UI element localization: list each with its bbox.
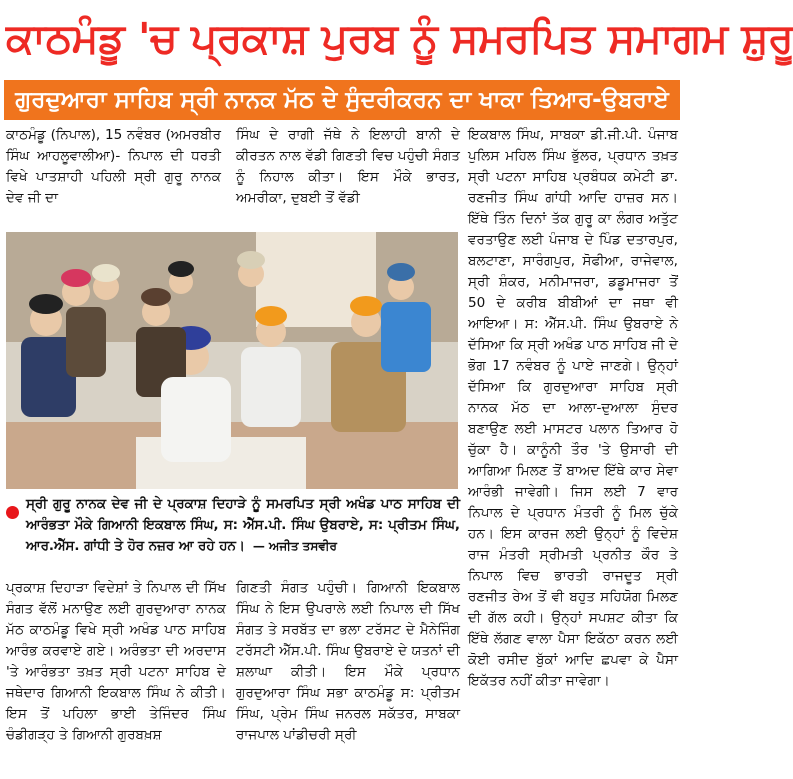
photo-credit: — ਅਜੀਤ ਤਸਵੀਰ (252, 539, 337, 553)
body-text: ਇਕਬਾਲ ਸਿੰਘ, ਸਾਬਕਾ ਡੀ.ਜੀ.ਪੀ. ਪੰਜਾਬ ਪੁਲਿਸ ਮਹਿਲ ਸਿੰਘ ਭੁੱਲਰ, ਪ੍ਰਧਾਨ ਤਖ਼ਤ ਸ੍ਰੀ ਪਟਨਾ ਸਾਹਿਬ ਪ੍ਰਬੰਧਕ ਕਮੇਟੀ ਡਾ. ਰਣਜੀਤ ਸਿੰਘ ਗਾਂਧੀ ਆਦਿ ਹਾਜ਼ਰ ਸਨ। ਇੱਥੇ ਤਿੰਨ ਦਿਨਾਂ ਤੱਕ ਗੁਰੂ ਕਾ ਲੰਗਰ ਅਤੁੱਟ ਵਰਤਾਉਣ ਲਈ ਪੰਜਾਬ ਦੇ ਪਿੰਡ ਦਤਾਰਪੁਰ, ਬਲਟਾਣਾ, ਸਾਰੰਗਪੁਰ, ਸੋਫੀਆ, ਰਾਜੇਵਾਲ, ਸ੍ਰੀ ਸ਼ੰਕਰ, ਮਨੀਮਾਜਰਾ, ਡਡੂਮਾਜਰਾ ਤੋਂ 50 ਦੇ ਕਰੀਬ ਬੀਬੀਆਂ ਦਾ ਜਥਾ ਵੀ ਆਇਆ। ਸ: ਐੱਸ.ਪੀ. ਸਿੰਘ ਉਬਰਾਏ ਨੇ ਦੱਸਿਆ ਕਿ ਸ੍ਰੀ ਅਖੰਡ ਪਾਠ ਸਾਹਿਬ ਜੀ ਦੇ ਭੋਗ 17 ਨਵੰਬਰ ਨੂੰ ਪਾਏ ਜਾਣਗੇ। ਉਨ੍ਹਾਂ ਦੱਸਿਆ ਕਿ ਗੁਰਦੁਆਰਾ ਸਾਹਿਬ ਸ੍ਰੀ ਨਾਨਕ ਮੱਠ ਦਾ ਆਲਾ-ਦੁਆਲਾ ਸੁੰਦਰ ਬਣਾਉਣ ਲਈ ਮਾਸਟਰ ਪਲਾਨ ਤਿਆਰ ਹੋ ਚੁੱਕਾ ਹੈ। ਕਾਨੂੰਨੀ ਤੌਰ 'ਤੇ ਉਸਾਰੀ ਦੀ ਆਗਿਆ ਮਿਲਣ ਤੋਂ ਬਾਅਦ ਇੱਥੇ ਕਾਰ ਸੇਵਾ ਆਰੰਭੀ ਜਾਵੇਗੀ। ਜਿਸ ਲਈ 7 ਵਾਰ ਨਿਪਾਲ ਦੇ ਪ੍ਰਧਾਨ ਮੰਤਰੀ ਨੂੰ ਮਿਲ ਚੁੱਕੇ ਹਨ। ਇਸ ਕਾਰਜ ਲਈ ਉਨ੍ਹਾਂ ਨੂੰ ਵਿਦੇਸ਼ ਰਾਜ ਮੰਤਰੀ ਸ੍ਰੀਮਤੀ ਪ੍ਰਨੀਤ ਕੌਰ ਤੇ ਨਿਪਾਲ ਵਿਚ ਭਾਰਤੀ ਰਾਜਦੂਤ ਸ੍ਰੀ ਰਣਜੀਤ ਰੇਅ ਤੋਂ ਵੀ ਬਹੁਤ ਸਹਿਯੋਗ ਮਿਲਣ ਦੀ ਗੱਲ ਕਹੀ। ਉਨ੍ਹਾਂ ਸਪਸ਼ਟ ਕੀਤਾ ਕਿ ਇੱਥੇ ਲੱਗਣ ਵਾਲਾ ਪੈਸਾ ਇਕੱਠਾ ਕਰਨ ਲਈ ਕੋਈ ਰਸੀਦ ਬੁੱਕਾਂ ਆਦਿ ਛਪਵਾ ਕੇ ਪੈਸਾ ਇਕੱਤਰ ਨਹੀਂ ਕੀਤਾ ਜਾਵੇਗਾ। (468, 127, 678, 689)
headline: ਕਾਠਮੰਡੂ 'ਚ ਪ੍ਰਕਾਸ਼ ਪੁਰਬ ਨੂੰ ਸਮਰਪਿਤ ਸਮਾਗਮ ਸ਼ੁਰੂ (6, 14, 793, 62)
caption-text (26, 494, 460, 557)
body-text: ਕਾਠਮੰਡੂ (ਨਿਪਾਲ), 15 ਨਵੰਬਰ (ਅਮਰਬੀਰ ਸਿੰਘ ਆਹਲੂਵਾਲੀਆ)- ਨਿਪਾਲ ਦੀ ਧਰਤੀ ਵਿਖੇ ਪਾਤਸ਼ਾਹੀ ਪਹਿਲੀ ਸ੍ਰੀ ਗੁਰੂ ਨਾਨਕ ਦੇਵ ਜੀ ਦਾ (6, 127, 221, 206)
credit-text: ਅਜੀਤ ਤਸਵੀਰ (269, 539, 337, 553)
photo-caption (6, 494, 460, 574)
column-3 (468, 125, 678, 775)
column-2-bottom (236, 578, 460, 778)
caption-bullet-icon (6, 506, 19, 519)
column-2-top (236, 125, 460, 230)
body-text: ਪ੍ਰਕਾਸ਼ ਦਿਹਾੜਾ ਵਿਦੇਸ਼ਾਂ ਤੇ ਨਿਪਾਲ ਦੀ ਸਿੱਖ ਸੰਗਤ ਵੱਲੋਂ ਮਨਾਉਣ ਲਈ ਗੁਰਦੁਆਰਾ ਨਾਨਕ ਮੱਠ ਕਾਠਮੰਡੂ ਵਿਖੇ ਸ੍ਰੀ ਅਖੰਡ ਪਾਠ ਸਾਹਿਬ ਆਰੰਭ ਕਰਵਾਏ ਗਏ। ਅਰੰਭਤਾ ਦੀ ਅਰਦਾਸ 'ਤੇ ਆਰੰਭਤਾ ਤਖ਼ਤ ਸ੍ਰੀ ਪਟਨਾ ਸਾਹਿਬ ਦੇ ਜਥੇਦਾਰ ਗਿਆਨੀ ਇਕਬਾਲ ਸਿੰਘ ਨੇ ਕੀਤੀ। ਇਸ ਤੋਂ ਪਹਿਲਾ ਭਾਈ ਤੇਜਿੰਦਰ ਸਿੰਘ ਚੰਡੀਗੜ੍ਹ ਤੇ ਗਿਆਨੀ ਗੁਰਬਖ਼ਸ਼ (6, 580, 226, 743)
body-text: ਸਿੰਘ ਦੇ ਰਾਗੀ ਜੱਥੇ ਨੇ ਇਲਾਹੀ ਬਾਨੀ ਦੇ ਕੀਰਤਨ ਨਾਲ ਵੱਡੀ ਗਿਣਤੀ ਵਿਚ ਪਹੁੰਚੀ ਸੰਗਤ ਨੂੰ ਨਿਹਾਲ ਕੀਤਾ। ਇਸ ਮੌਕੇ ਭਾਰਤ, ਅਮਰੀਕਾ, ਦੁਬਈ ਤੋਂ ਵੱਡੀ (236, 127, 460, 206)
photo-illustration (6, 232, 458, 489)
body-text: ਗਿਣਤੀ ਸੰਗਤ ਪਹੁੰਚੀ। ਗਿਆਨੀ ਇਕਬਾਲ ਸਿੰਘ ਨੇ ਇਸ ਉਪਰਾਲੇ ਲਈ ਨਿਪਾਲ ਦੀ ਸਿੱਖ ਸੰਗਤ ਤੇ ਸਰਬੱਤ ਦਾ ਭਲਾ ਟਰੱਸਟ ਦੇ ਮੈਨੇਜਿੰਗ ਟਰੱਸਟੀ ਐੱਸ.ਪੀ. ਸਿੰਘ ਉਬਰਾਏ ਦੇ ਯਤਨਾਂ ਦੀ ਸ਼ਲਾਘਾ ਕੀਤੀ। ਇਸ ਮੌਕੇ ਪ੍ਰਧਾਨ ਗੁਰਦੁਆਰਾ ਸਿੰਘ ਸਭਾ ਕਾਠਮੰਡੂ ਸ: ਪ੍ਰੀਤਮ ਸਿੰਘ, ਪ੍ਰੇਮ ਸਿੰਘ ਜਨਰਲ ਸਕੱਤਰ, ਸਾਬਕਾ ਰਾਜਪਾਲ ਪਾਂਡੀਚਰੀ ਸ੍ਰੀ (236, 580, 460, 743)
caption-body: ਸ੍ਰੀ ਗੁਰੂ ਨਾਨਕ ਦੇਵ ਜੀ ਦੇ ਪ੍ਰਕਾਸ਼ ਦਿਹਾੜੇ ਨੂੰ ਸਮਰਪਿਤ ਸ੍ਰੀ ਅਖੰਡ ਪਾਠ ਸਾਹਿਬ ਦੀ ਆਰੰਭਤਾ ਮੌਕੇ ਗਿਆਨੀ ਇਕਬਾਲ ਸਿੰਘ, ਸ: ਐੱਸ.ਪੀ. ਸਿੰਘ ਉਬਰਾਏ, ਸ: ਪ੍ਰੀਤਮ ਸਿੰਘ, ਆਰ.ਐੱਸ. ਗਾਂਧੀ ਤੇ ਹੋਰ ਨਜ਼ਰ ਆ ਰਹੇ ਹਨ। (26, 497, 460, 554)
news-photo (6, 232, 458, 489)
column-1-bottom (6, 578, 226, 778)
subheadline: ਗੁਰਦੁਆਰਾ ਸਾਹਿਬ ਸ੍ਰੀ ਨਾਨਕ ਮੱਠ ਦੇ ਸੁੰਦਰੀਕਰਨ ਦਾ ਖਾਕਾ ਤਿਆਰ-ਉਬਰਾਏ (4, 80, 680, 120)
column-1-top (6, 125, 221, 230)
